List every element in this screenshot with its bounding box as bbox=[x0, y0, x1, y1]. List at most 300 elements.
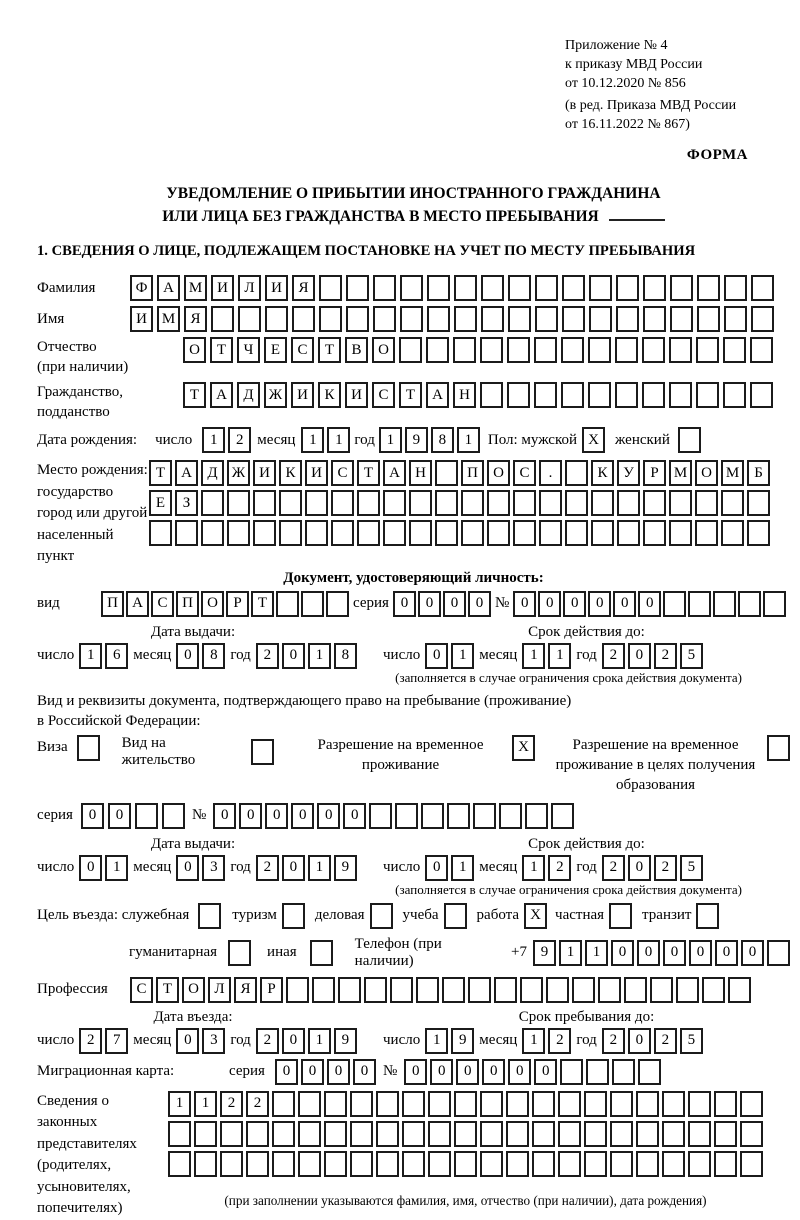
char-cell[interactable] bbox=[305, 520, 328, 546]
char-cell[interactable]: 0 bbox=[343, 803, 366, 829]
char-cell[interactable] bbox=[617, 520, 640, 546]
char-cell[interactable] bbox=[696, 382, 719, 408]
char-cell[interactable] bbox=[480, 337, 503, 363]
char-cell[interactable] bbox=[723, 382, 746, 408]
char-cell[interactable]: 1 bbox=[559, 940, 582, 966]
char-cell[interactable] bbox=[286, 977, 309, 1003]
char-cell[interactable] bbox=[453, 337, 476, 363]
char-cell[interactable] bbox=[669, 337, 692, 363]
char-cell[interactable] bbox=[279, 520, 302, 546]
char-cell[interactable]: А bbox=[157, 275, 180, 301]
char-cell[interactable] bbox=[272, 1091, 295, 1117]
char-cell[interactable]: 1 bbox=[522, 643, 545, 669]
char-cell[interactable]: 0 bbox=[513, 591, 536, 617]
char-cell[interactable] bbox=[643, 520, 666, 546]
char-cell[interactable] bbox=[324, 1091, 347, 1117]
char-cell[interactable] bbox=[246, 1121, 269, 1147]
char-cell[interactable] bbox=[610, 1121, 633, 1147]
char-cell[interactable]: 1 bbox=[168, 1091, 191, 1117]
char-cell[interactable]: 9 bbox=[334, 1028, 357, 1054]
char-cell[interactable] bbox=[373, 306, 396, 332]
char-cell[interactable] bbox=[562, 275, 585, 301]
char-cell[interactable] bbox=[481, 275, 504, 301]
char-cell[interactable]: О bbox=[487, 460, 510, 486]
char-cell[interactable] bbox=[454, 275, 477, 301]
char-cell[interactable]: Е bbox=[149, 490, 172, 516]
char-cell[interactable] bbox=[468, 977, 491, 1003]
char-cell[interactable] bbox=[409, 490, 432, 516]
char-cell[interactable]: 1 bbox=[379, 427, 402, 453]
char-cell[interactable] bbox=[298, 1121, 321, 1147]
char-cell[interactable]: Я bbox=[234, 977, 257, 1003]
char-cell[interactable] bbox=[357, 520, 380, 546]
char-cell[interactable] bbox=[276, 591, 299, 617]
char-cell[interactable] bbox=[713, 591, 736, 617]
char-cell[interactable]: 2 bbox=[256, 855, 279, 881]
char-cell[interactable]: 5 bbox=[680, 643, 703, 669]
char-cell[interactable] bbox=[447, 803, 470, 829]
char-cell[interactable] bbox=[539, 490, 562, 516]
char-cell[interactable]: Ч bbox=[237, 337, 260, 363]
char-cell[interactable]: 9 bbox=[334, 855, 357, 881]
char-cell[interactable] bbox=[409, 520, 432, 546]
char-cell[interactable] bbox=[662, 1151, 685, 1177]
char-cell[interactable] bbox=[402, 1121, 425, 1147]
char-cell[interactable]: А bbox=[126, 591, 149, 617]
char-cell[interactable] bbox=[561, 337, 584, 363]
char-cell[interactable] bbox=[416, 977, 439, 1003]
char-cell[interactable]: Т bbox=[149, 460, 172, 486]
char-cell[interactable]: 1 bbox=[457, 427, 480, 453]
char-cell[interactable] bbox=[253, 490, 276, 516]
char-cell[interactable]: Т bbox=[210, 337, 233, 363]
char-cell[interactable] bbox=[265, 306, 288, 332]
char-cell[interactable]: 0 bbox=[628, 643, 651, 669]
char-cell[interactable]: Я bbox=[292, 275, 315, 301]
char-cell[interactable] bbox=[723, 337, 746, 363]
char-cell[interactable]: И bbox=[265, 275, 288, 301]
checkbox-cell[interactable] bbox=[444, 903, 467, 929]
char-cell[interactable] bbox=[688, 1151, 711, 1177]
char-cell[interactable] bbox=[724, 306, 747, 332]
checkbox-cell[interactable]: X bbox=[524, 903, 547, 929]
char-cell[interactable]: С bbox=[291, 337, 314, 363]
char-cell[interactable] bbox=[201, 490, 224, 516]
char-cell[interactable]: 8 bbox=[202, 643, 225, 669]
char-cell[interactable] bbox=[636, 1151, 659, 1177]
char-cell[interactable] bbox=[616, 306, 639, 332]
char-cell[interactable]: 2 bbox=[654, 855, 677, 881]
char-cell[interactable]: 1 bbox=[308, 855, 331, 881]
checkbox-cell[interactable] bbox=[251, 739, 274, 765]
char-cell[interactable]: И bbox=[253, 460, 276, 486]
char-cell[interactable]: 0 bbox=[176, 855, 199, 881]
char-cell[interactable]: С bbox=[130, 977, 153, 1003]
char-cell[interactable] bbox=[584, 1121, 607, 1147]
char-cell[interactable] bbox=[751, 275, 774, 301]
char-cell[interactable]: 1 bbox=[301, 427, 324, 453]
char-cell[interactable]: М bbox=[157, 306, 180, 332]
char-cell[interactable]: 9 bbox=[533, 940, 556, 966]
char-cell[interactable] bbox=[610, 1091, 633, 1117]
char-cell[interactable] bbox=[319, 275, 342, 301]
char-cell[interactable]: Ж bbox=[227, 460, 250, 486]
char-cell[interactable]: 0 bbox=[425, 643, 448, 669]
char-cell[interactable] bbox=[135, 803, 158, 829]
char-cell[interactable]: 1 bbox=[451, 855, 474, 881]
char-cell[interactable]: 0 bbox=[482, 1059, 505, 1085]
char-cell[interactable] bbox=[428, 1151, 451, 1177]
char-cell[interactable]: 0 bbox=[239, 803, 262, 829]
char-cell[interactable]: Л bbox=[238, 275, 261, 301]
char-cell[interactable]: 1 bbox=[585, 940, 608, 966]
char-cell[interactable] bbox=[721, 490, 744, 516]
char-cell[interactable] bbox=[338, 977, 361, 1003]
char-cell[interactable] bbox=[663, 591, 686, 617]
char-cell[interactable]: 2 bbox=[548, 1028, 571, 1054]
char-cell[interactable] bbox=[767, 940, 790, 966]
char-cell[interactable] bbox=[598, 977, 621, 1003]
char-cell[interactable]: 0 bbox=[689, 940, 712, 966]
char-cell[interactable]: Д bbox=[201, 460, 224, 486]
char-cell[interactable] bbox=[395, 803, 418, 829]
char-cell[interactable]: 2 bbox=[79, 1028, 102, 1054]
char-cell[interactable] bbox=[561, 382, 584, 408]
char-cell[interactable]: О bbox=[201, 591, 224, 617]
char-cell[interactable]: К bbox=[279, 460, 302, 486]
char-cell[interactable]: 8 bbox=[334, 643, 357, 669]
char-cell[interactable] bbox=[695, 520, 718, 546]
char-cell[interactable] bbox=[201, 520, 224, 546]
char-cell[interactable] bbox=[508, 306, 531, 332]
char-cell[interactable] bbox=[588, 382, 611, 408]
char-cell[interactable] bbox=[588, 337, 611, 363]
char-cell[interactable]: 2 bbox=[256, 1028, 279, 1054]
char-cell[interactable] bbox=[506, 1151, 529, 1177]
char-cell[interactable] bbox=[738, 591, 761, 617]
char-cell[interactable] bbox=[442, 977, 465, 1003]
char-cell[interactable] bbox=[421, 803, 444, 829]
char-cell[interactable]: 2 bbox=[654, 643, 677, 669]
char-cell[interactable] bbox=[253, 520, 276, 546]
checkbox-cell[interactable] bbox=[370, 903, 393, 929]
char-cell[interactable]: 0 bbox=[430, 1059, 453, 1085]
char-cell[interactable]: Я bbox=[184, 306, 207, 332]
char-cell[interactable] bbox=[238, 306, 261, 332]
char-cell[interactable]: 0 bbox=[81, 803, 104, 829]
char-cell[interactable]: 0 bbox=[353, 1059, 376, 1085]
char-cell[interactable]: Е bbox=[264, 337, 287, 363]
char-cell[interactable]: 0 bbox=[79, 855, 102, 881]
char-cell[interactable]: Р bbox=[643, 460, 666, 486]
char-cell[interactable]: М bbox=[721, 460, 744, 486]
checkbox-cell[interactable] bbox=[282, 903, 305, 929]
char-cell[interactable] bbox=[454, 1121, 477, 1147]
char-cell[interactable] bbox=[584, 1151, 607, 1177]
char-cell[interactable] bbox=[376, 1121, 399, 1147]
char-cell[interactable] bbox=[532, 1091, 555, 1117]
char-cell[interactable] bbox=[591, 520, 614, 546]
char-cell[interactable]: 0 bbox=[108, 803, 131, 829]
char-cell[interactable] bbox=[643, 306, 666, 332]
char-cell[interactable] bbox=[149, 520, 172, 546]
char-cell[interactable] bbox=[487, 520, 510, 546]
char-cell[interactable]: И bbox=[345, 382, 368, 408]
char-cell[interactable] bbox=[427, 306, 450, 332]
char-cell[interactable] bbox=[473, 803, 496, 829]
char-cell[interactable] bbox=[676, 977, 699, 1003]
char-cell[interactable] bbox=[688, 591, 711, 617]
char-cell[interactable] bbox=[740, 1151, 763, 1177]
char-cell[interactable]: 2 bbox=[602, 855, 625, 881]
char-cell[interactable] bbox=[246, 1151, 269, 1177]
char-cell[interactable]: 1 bbox=[522, 855, 545, 881]
char-cell[interactable]: 5 bbox=[680, 855, 703, 881]
char-cell[interactable] bbox=[589, 275, 612, 301]
char-cell[interactable] bbox=[324, 1121, 347, 1147]
char-cell[interactable]: 0 bbox=[588, 591, 611, 617]
char-cell[interactable] bbox=[669, 520, 692, 546]
char-cell[interactable]: 1 bbox=[308, 1028, 331, 1054]
char-cell[interactable] bbox=[162, 803, 185, 829]
char-cell[interactable]: Т bbox=[357, 460, 380, 486]
char-cell[interactable]: 0 bbox=[538, 591, 561, 617]
char-cell[interactable]: 0 bbox=[663, 940, 686, 966]
char-cell[interactable] bbox=[565, 460, 588, 486]
char-cell[interactable] bbox=[383, 490, 406, 516]
char-cell[interactable]: А bbox=[210, 382, 233, 408]
char-cell[interactable] bbox=[324, 1151, 347, 1177]
char-cell[interactable]: Т bbox=[183, 382, 206, 408]
char-cell[interactable] bbox=[346, 275, 369, 301]
char-cell[interactable]: 0 bbox=[404, 1059, 427, 1085]
char-cell[interactable]: 2 bbox=[246, 1091, 269, 1117]
char-cell[interactable]: . bbox=[539, 460, 562, 486]
char-cell[interactable] bbox=[298, 1151, 321, 1177]
char-cell[interactable]: 1 bbox=[194, 1091, 217, 1117]
char-cell[interactable]: П bbox=[176, 591, 199, 617]
char-cell[interactable] bbox=[688, 1091, 711, 1117]
char-cell[interactable] bbox=[331, 490, 354, 516]
char-cell[interactable] bbox=[454, 306, 477, 332]
char-cell[interactable]: П bbox=[101, 591, 124, 617]
char-cell[interactable]: Ф bbox=[130, 275, 153, 301]
char-cell[interactable]: 9 bbox=[451, 1028, 474, 1054]
checkbox-cell[interactable] bbox=[228, 940, 251, 966]
char-cell[interactable]: 0 bbox=[443, 591, 466, 617]
char-cell[interactable]: 7 bbox=[105, 1028, 128, 1054]
char-cell[interactable]: Т bbox=[399, 382, 422, 408]
checkbox-cell[interactable] bbox=[609, 903, 632, 929]
char-cell[interactable]: 1 bbox=[79, 643, 102, 669]
checkbox-cell[interactable]: X bbox=[582, 427, 605, 453]
char-cell[interactable] bbox=[558, 1091, 581, 1117]
char-cell[interactable]: О bbox=[183, 337, 206, 363]
char-cell[interactable] bbox=[312, 977, 335, 1003]
char-cell[interactable] bbox=[697, 306, 720, 332]
char-cell[interactable] bbox=[211, 306, 234, 332]
char-cell[interactable] bbox=[584, 1091, 607, 1117]
char-cell[interactable]: 0 bbox=[534, 1059, 557, 1085]
char-cell[interactable] bbox=[532, 1121, 555, 1147]
char-cell[interactable]: 0 bbox=[418, 591, 441, 617]
char-cell[interactable] bbox=[747, 520, 770, 546]
char-cell[interactable]: 0 bbox=[176, 643, 199, 669]
char-cell[interactable]: У bbox=[617, 460, 640, 486]
char-cell[interactable] bbox=[383, 520, 406, 546]
checkbox-cell[interactable] bbox=[77, 735, 100, 761]
char-cell[interactable]: 0 bbox=[213, 803, 236, 829]
char-cell[interactable] bbox=[565, 490, 588, 516]
char-cell[interactable] bbox=[763, 591, 786, 617]
char-cell[interactable] bbox=[461, 520, 484, 546]
char-cell[interactable]: 0 bbox=[282, 855, 305, 881]
char-cell[interactable]: И bbox=[291, 382, 314, 408]
char-cell[interactable] bbox=[480, 1091, 503, 1117]
char-cell[interactable]: 0 bbox=[611, 940, 634, 966]
char-cell[interactable] bbox=[427, 275, 450, 301]
char-cell[interactable]: 0 bbox=[425, 855, 448, 881]
char-cell[interactable] bbox=[480, 1151, 503, 1177]
char-cell[interactable]: 0 bbox=[638, 591, 661, 617]
char-cell[interactable]: 5 bbox=[680, 1028, 703, 1054]
char-cell[interactable]: В bbox=[345, 337, 368, 363]
char-cell[interactable]: М bbox=[184, 275, 207, 301]
char-cell[interactable]: 1 bbox=[548, 643, 571, 669]
char-cell[interactable] bbox=[435, 520, 458, 546]
char-cell[interactable]: Б bbox=[747, 460, 770, 486]
char-cell[interactable]: Р bbox=[226, 591, 249, 617]
char-cell[interactable] bbox=[714, 1091, 737, 1117]
char-cell[interactable] bbox=[650, 977, 673, 1003]
char-cell[interactable] bbox=[461, 490, 484, 516]
char-cell[interactable] bbox=[714, 1121, 737, 1147]
char-cell[interactable] bbox=[194, 1121, 217, 1147]
char-cell[interactable] bbox=[435, 460, 458, 486]
char-cell[interactable] bbox=[525, 803, 548, 829]
char-cell[interactable] bbox=[747, 490, 770, 516]
char-cell[interactable] bbox=[643, 275, 666, 301]
char-cell[interactable]: 2 bbox=[602, 1028, 625, 1054]
char-cell[interactable] bbox=[721, 520, 744, 546]
char-cell[interactable] bbox=[612, 1059, 635, 1085]
char-cell[interactable]: Н bbox=[453, 382, 476, 408]
char-cell[interactable]: 1 bbox=[522, 1028, 545, 1054]
char-cell[interactable] bbox=[507, 337, 530, 363]
char-cell[interactable] bbox=[696, 337, 719, 363]
char-cell[interactable] bbox=[642, 337, 665, 363]
char-cell[interactable]: 0 bbox=[508, 1059, 531, 1085]
char-cell[interactable]: П bbox=[461, 460, 484, 486]
char-cell[interactable]: К bbox=[591, 460, 614, 486]
char-cell[interactable] bbox=[586, 1059, 609, 1085]
char-cell[interactable]: 2 bbox=[602, 643, 625, 669]
char-cell[interactable]: И bbox=[305, 460, 328, 486]
char-cell[interactable] bbox=[520, 977, 543, 1003]
char-cell[interactable]: 0 bbox=[265, 803, 288, 829]
char-cell[interactable] bbox=[319, 306, 342, 332]
char-cell[interactable] bbox=[643, 490, 666, 516]
char-cell[interactable] bbox=[513, 490, 536, 516]
char-cell[interactable] bbox=[194, 1151, 217, 1177]
char-cell[interactable] bbox=[589, 306, 612, 332]
char-cell[interactable] bbox=[669, 490, 692, 516]
char-cell[interactable] bbox=[572, 977, 595, 1003]
char-cell[interactable]: Р bbox=[260, 977, 283, 1003]
char-cell[interactable]: 1 bbox=[105, 855, 128, 881]
char-cell[interactable]: С bbox=[151, 591, 174, 617]
char-cell[interactable]: И bbox=[211, 275, 234, 301]
char-cell[interactable] bbox=[220, 1121, 243, 1147]
char-cell[interactable]: 0 bbox=[282, 643, 305, 669]
char-cell[interactable] bbox=[402, 1151, 425, 1177]
char-cell[interactable]: А bbox=[426, 382, 449, 408]
char-cell[interactable] bbox=[751, 306, 774, 332]
char-cell[interactable] bbox=[750, 337, 773, 363]
char-cell[interactable] bbox=[740, 1121, 763, 1147]
char-cell[interactable] bbox=[292, 306, 315, 332]
char-cell[interactable] bbox=[662, 1121, 685, 1147]
char-cell[interactable] bbox=[669, 382, 692, 408]
char-cell[interactable] bbox=[298, 1091, 321, 1117]
char-cell[interactable] bbox=[481, 306, 504, 332]
char-cell[interactable]: Н bbox=[409, 460, 432, 486]
char-cell[interactable]: О bbox=[695, 460, 718, 486]
char-cell[interactable]: 8 bbox=[431, 427, 454, 453]
char-cell[interactable] bbox=[591, 490, 614, 516]
char-cell[interactable] bbox=[558, 1121, 581, 1147]
char-cell[interactable] bbox=[168, 1121, 191, 1147]
char-cell[interactable] bbox=[435, 490, 458, 516]
checkbox-cell[interactable] bbox=[678, 427, 701, 453]
char-cell[interactable] bbox=[750, 382, 773, 408]
char-cell[interactable] bbox=[428, 1121, 451, 1147]
char-cell[interactable]: 1 bbox=[202, 427, 225, 453]
char-cell[interactable] bbox=[272, 1121, 295, 1147]
char-cell[interactable]: 1 bbox=[425, 1028, 448, 1054]
char-cell[interactable] bbox=[535, 306, 558, 332]
char-cell[interactable]: Д bbox=[237, 382, 260, 408]
char-cell[interactable]: 0 bbox=[715, 940, 738, 966]
char-cell[interactable]: С bbox=[331, 460, 354, 486]
char-cell[interactable] bbox=[636, 1091, 659, 1117]
char-cell[interactable]: 0 bbox=[317, 803, 340, 829]
char-cell[interactable] bbox=[220, 1151, 243, 1177]
checkbox-cell[interactable]: X bbox=[512, 735, 535, 761]
char-cell[interactable]: О bbox=[182, 977, 205, 1003]
char-cell[interactable] bbox=[662, 1091, 685, 1117]
checkbox-cell[interactable] bbox=[767, 735, 790, 761]
char-cell[interactable] bbox=[558, 1151, 581, 1177]
char-cell[interactable] bbox=[402, 1091, 425, 1117]
char-cell[interactable] bbox=[740, 1091, 763, 1117]
char-cell[interactable] bbox=[670, 306, 693, 332]
char-cell[interactable] bbox=[305, 490, 328, 516]
char-cell[interactable] bbox=[562, 306, 585, 332]
char-cell[interactable]: Т bbox=[251, 591, 274, 617]
char-cell[interactable] bbox=[507, 382, 530, 408]
char-cell[interactable]: З bbox=[175, 490, 198, 516]
char-cell[interactable]: 0 bbox=[291, 803, 314, 829]
char-cell[interactable] bbox=[350, 1151, 373, 1177]
char-cell[interactable] bbox=[357, 490, 380, 516]
char-cell[interactable] bbox=[565, 520, 588, 546]
char-cell[interactable] bbox=[506, 1121, 529, 1147]
char-cell[interactable] bbox=[636, 1121, 659, 1147]
char-cell[interactable]: 2 bbox=[228, 427, 251, 453]
char-cell[interactable]: 2 bbox=[654, 1028, 677, 1054]
char-cell[interactable]: 9 bbox=[405, 427, 428, 453]
